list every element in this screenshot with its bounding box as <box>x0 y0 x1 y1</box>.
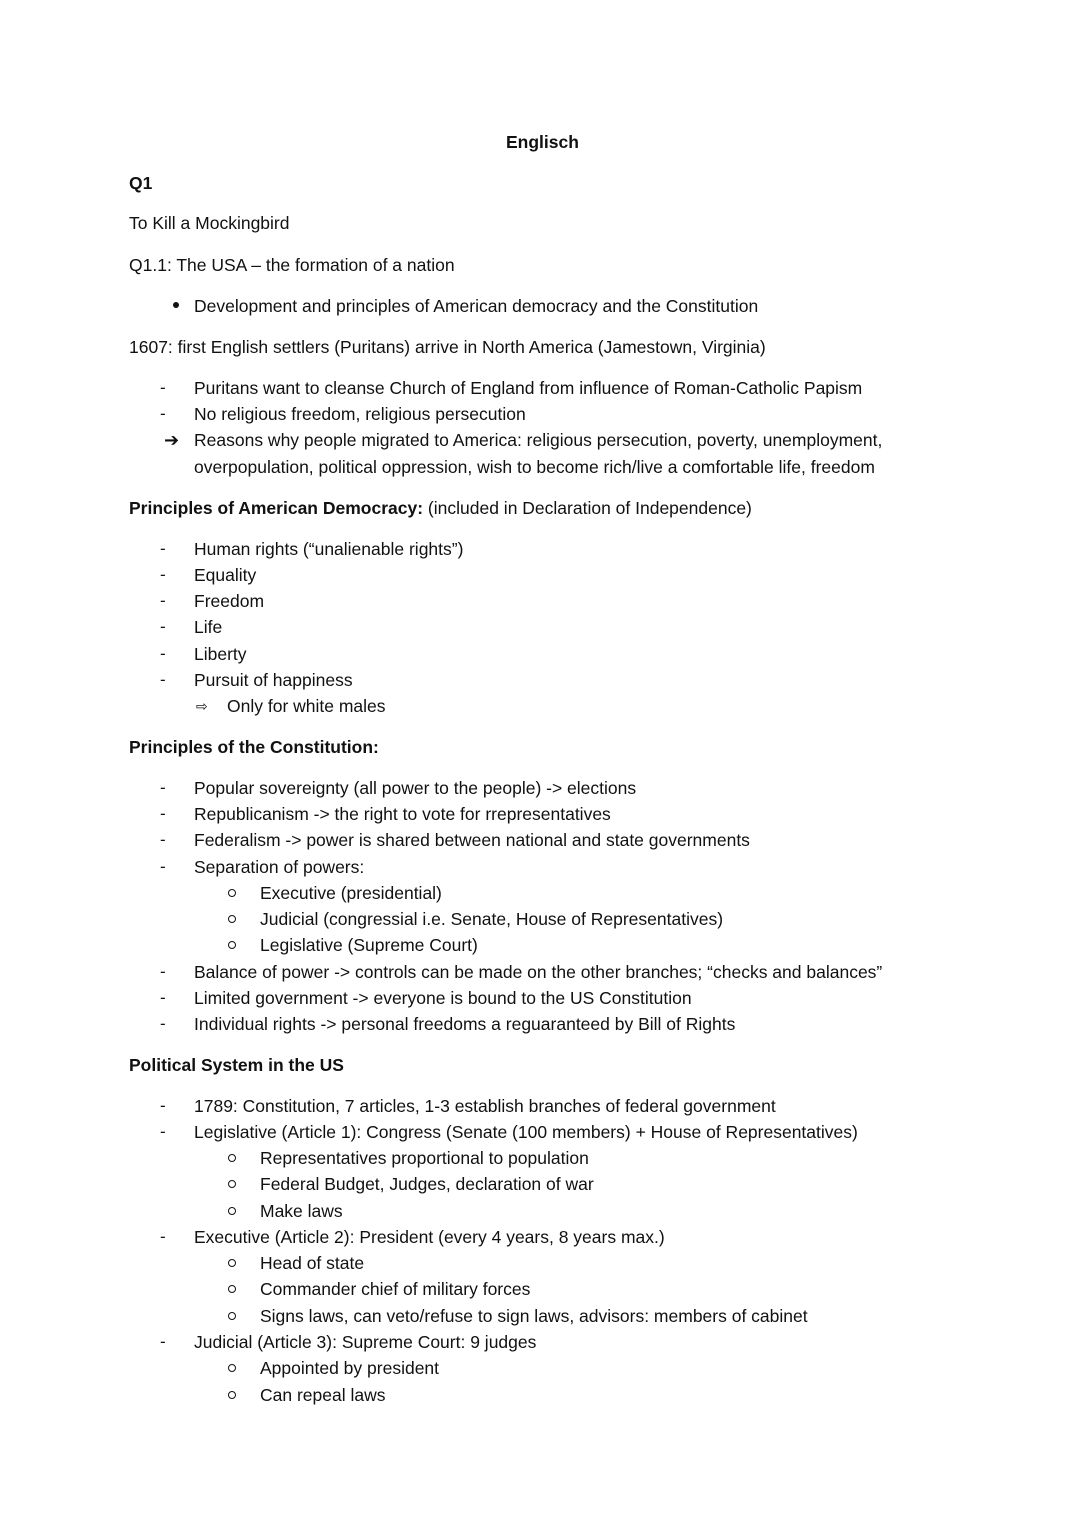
dash-icon: - <box>160 988 166 1007</box>
dash-icon: - <box>160 778 166 797</box>
democracy-note: (included in Declaration of Independence) <box>423 498 752 518</box>
list-item: Balance of power -> controls can be made on the other branches; “checks and balances” <box>194 962 883 982</box>
circle-bullet-icon <box>228 1259 236 1267</box>
sub-item: Legislative (Supreme Court) <box>260 935 478 955</box>
list-item: Separation of powers: <box>194 857 365 877</box>
circle-bullet-icon <box>228 941 236 949</box>
list-item: Federalism -> power is shared between national and state governments <box>194 830 750 850</box>
dash-icon: - <box>160 565 166 584</box>
dash-icon: - <box>160 1122 166 1141</box>
dash-icon: - <box>160 378 166 397</box>
circle-bullet-icon <box>228 1312 236 1320</box>
list-item: Equality <box>194 565 257 585</box>
political-heading: Political System in the US <box>129 1055 344 1075</box>
list-item: Individual rights -> personal freedoms a reguaranteed by Bill of Rights <box>194 1014 736 1034</box>
circle-bullet-icon <box>228 915 236 923</box>
dash-icon: - <box>160 670 166 689</box>
circle-bullet-icon <box>228 1180 236 1188</box>
circle-bullet-icon <box>228 1285 236 1293</box>
list-item: Puritans want to cleanse Church of England from influence of Roman-Catholic Papism <box>194 378 863 398</box>
bullet-main-text: Development and principles of American democracy and the Constitution <box>194 296 759 316</box>
constitution-heading: Principles of the Constitution: <box>129 737 379 757</box>
circle-bullet-icon <box>228 889 236 897</box>
list-item: Freedom <box>194 591 265 611</box>
democracy-heading: Principles of American Democracy: <box>129 498 424 518</box>
sub-item: Make laws <box>260 1201 343 1221</box>
sub-item: Head of state <box>260 1253 365 1273</box>
list-item: Liberty <box>194 644 247 664</box>
dash-icon: - <box>160 404 166 423</box>
circle-bullet-icon <box>228 1364 236 1372</box>
dash-icon: - <box>160 857 166 876</box>
list-item: Life <box>194 617 223 637</box>
dash-icon: - <box>160 1096 166 1115</box>
dash-icon: - <box>160 591 166 610</box>
dash-icon: - <box>160 804 166 823</box>
bullet-dot-icon <box>173 302 179 308</box>
list-item: No religious freedom, religious persecution <box>194 404 526 424</box>
dash-icon: - <box>160 644 166 663</box>
dash-icon: - <box>160 1014 166 1033</box>
sub-item: Can repeal laws <box>260 1385 386 1405</box>
list-item: Republicanism -> the right to vote for rrepresentatives <box>194 804 611 824</box>
dash-icon: - <box>160 830 166 849</box>
sub-item: Executive (presidential) <box>260 883 442 903</box>
book-title: To Kill a Mockingbird <box>129 213 290 233</box>
democracy-heading-line <box>129 497 752 519</box>
dash-icon: - <box>160 539 166 558</box>
sub-item: Representatives proportional to population <box>260 1148 589 1168</box>
reasons-line-1: Reasons why people migrated to America: religious persecution, poverty, unemployment, <box>194 430 883 450</box>
list-item: Human rights (“unalienable rights”) <box>194 539 464 559</box>
section-q1: Q1 <box>129 173 153 193</box>
sub-item: Commander chief of military forces <box>260 1279 531 1299</box>
list-item: Legislative (Article 1): Congress (Senate (100 members) + House of Representatives) <box>194 1122 858 1142</box>
sub-item: Judicial (congressial i.e. Senate, House of Representatives) <box>260 909 724 929</box>
list-item: 1789: Constitution, 7 articles, 1-3 establish branches of federal government <box>194 1096 776 1116</box>
dash-icon: - <box>160 962 166 981</box>
sub-item: Signs laws, can veto/refuse to sign laws, advisors: members of cabinet <box>260 1306 808 1326</box>
settlers-line: 1607: first English settlers (Puritans) arrive in North America (Jamestown, Virginia) <box>129 337 766 357</box>
list-item: Limited government -> everyone is bound to the US Constitution <box>194 988 692 1008</box>
circle-bullet-icon <box>228 1154 236 1162</box>
list-item: Popular sovereignty (all power to the people) -> elections <box>194 778 637 798</box>
sub-item: Only for white males <box>227 696 386 716</box>
bold-arrow-icon: ➔ <box>164 430 180 450</box>
circle-bullet-icon <box>228 1207 236 1215</box>
dash-icon: - <box>160 1332 166 1351</box>
document-title: Englisch <box>506 132 579 152</box>
sub-item: Appointed by president <box>260 1358 440 1378</box>
list-item: Executive (Article 2): President (every 4 years, 8 years max.) <box>194 1227 665 1247</box>
reasons-line-2: overpopulation, political oppression, wish to become rich/live a comfortable life, freedom <box>194 457 875 477</box>
section-q1-1: Q1.1: The USA – the formation of a nation <box>129 255 455 275</box>
dash-icon: - <box>160 1227 166 1246</box>
hollow-arrow-icon: ⇨ <box>196 698 208 714</box>
dash-icon: - <box>160 617 166 636</box>
list-item: Judicial (Article 3): Supreme Court: 9 judges <box>194 1332 537 1352</box>
list-item: Pursuit of happiness <box>194 670 353 690</box>
circle-bullet-icon <box>228 1391 236 1399</box>
sub-item: Federal Budget, Judges, declaration of war <box>260 1174 594 1194</box>
